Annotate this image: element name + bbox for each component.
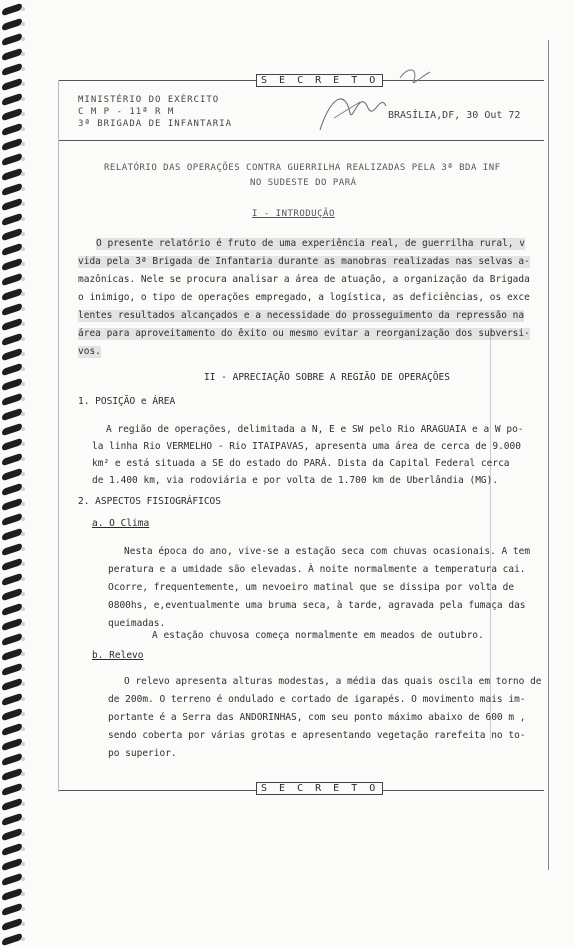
binding-hole: [21, 427, 25, 431]
binding-coil: [2, 468, 22, 481]
org-line-ministry: MINISTÉRIO DO EXÉRCITO: [78, 95, 220, 105]
binding-hole: [21, 262, 25, 266]
text-line: A estação chuvosa começa normalmente em meados de outubro.: [152, 630, 484, 641]
text-line: 0800hs, e,eventualmente uma bruma seca, à tarde, agravada pela fumaça das: [108, 600, 526, 611]
binding-coil: [2, 363, 22, 376]
header-divider-line: [58, 140, 544, 141]
binding-hole: [21, 907, 25, 911]
subitem-relief-heading: b. Relevo: [92, 650, 144, 661]
binding-coil: [2, 813, 22, 826]
text-line: mazônicas. Nele se procura analisar a área de atuação, a organização da Brigada: [78, 274, 530, 285]
binding-coil: [2, 18, 22, 31]
binding-coil: [2, 198, 22, 211]
binding-coil: [2, 408, 22, 421]
text-line: portante é a Serra das ANDORINHAS, com seu ponto máximo abaixo de 600 m ,: [108, 712, 526, 723]
binding-hole: [21, 847, 25, 851]
subitem-climate-heading: a. O Clima: [92, 518, 150, 529]
text-line: Nesta época do ano, vive-se a estação seca com chuvas ocasionais. A tem: [124, 546, 531, 557]
binding-hole: [21, 892, 25, 896]
org-line-region: C M P - 11ª R M: [78, 107, 175, 117]
binding-coil: [2, 48, 22, 61]
binding-hole: [21, 772, 25, 776]
binding-coil: [2, 228, 22, 241]
text-line: km² e está situada a SE do estado do PARÁ. Dista da Capital Federal cerca: [92, 458, 510, 469]
binding-hole: [21, 277, 25, 281]
classification-stamp-top: S E C R E T O: [256, 74, 383, 87]
item2-heading: 2. ASPECTOS FISIOGRÁFICOS: [78, 496, 221, 507]
text-line: vida pela 3ª Brigada de Infantaria durante as manobras realizadas nas selvas a-: [78, 256, 530, 267]
binding-hole: [21, 457, 25, 461]
classification-stamp-bottom: S E C R E T O: [256, 782, 383, 795]
binding-coil: [2, 723, 22, 736]
text-line: vos.: [78, 346, 101, 357]
text-line: lentes resultados alcançados e a necessidade do prosseguimento da repressão na: [78, 310, 525, 321]
binding-hole: [21, 112, 25, 116]
binding-hole: [21, 217, 25, 221]
text-line: O relevo apresenta alturas modestas, a média das quais oscila em torno de: [124, 676, 542, 687]
binding-hole: [21, 697, 25, 701]
binding-coil: [2, 738, 22, 751]
binding-coil: [2, 648, 22, 661]
binding-coil: [2, 108, 22, 121]
binding-coil: [2, 258, 22, 271]
binding-hole: [21, 727, 25, 731]
binding-hole: [21, 337, 25, 341]
binding-coil: [2, 618, 22, 631]
binding-coil: [2, 393, 22, 406]
binding-coil: [2, 513, 22, 526]
binding-hole: [21, 877, 25, 881]
binding-coil: [2, 843, 22, 856]
binding-coil: [2, 63, 22, 76]
binding-hole: [21, 592, 25, 596]
text-line: área para aproveitamento do êxito ou mesmo evitar a reorganização dos subversi-: [78, 328, 530, 339]
binding-coil: [2, 558, 22, 571]
binding-hole: [21, 397, 25, 401]
binding-coil: [2, 498, 22, 511]
text-line: peratura e a umidade são elevadas. À noite normalmente a temperatura cai.: [108, 564, 526, 575]
binding-hole: [21, 322, 25, 326]
binding-hole: [21, 67, 25, 71]
binding-hole: [21, 52, 25, 56]
binding-hole: [21, 682, 25, 686]
binding-hole: [21, 562, 25, 566]
binding-coil: [2, 888, 22, 901]
handwritten-signature: [290, 58, 450, 138]
binding-hole: [21, 787, 25, 791]
binding-hole: [21, 517, 25, 521]
binding-coil: [2, 633, 22, 646]
binding-hole: [21, 442, 25, 446]
binding-hole: [21, 382, 25, 386]
binding-coil: [2, 603, 22, 616]
binding-hole: [21, 307, 25, 311]
right-frame-line: [548, 40, 549, 870]
report-title-line1: RELATÓRIO DAS OPERAÇÕES CONTRA GUERRILHA REALIZADAS PELA 3ª BDA INF: [104, 163, 501, 173]
binding-coil: [2, 783, 22, 796]
section-introduction-heading: I - INTRODUÇÃO: [252, 209, 335, 219]
binding-coil: [2, 453, 22, 466]
binding-coil: [2, 378, 22, 391]
binding-hole: [21, 502, 25, 506]
binding-coil: [2, 168, 22, 181]
binding-hole: [21, 142, 25, 146]
binding-coil: [2, 423, 22, 436]
binding-hole: [21, 472, 25, 476]
binding-coil: [2, 288, 22, 301]
binding-hole: [21, 232, 25, 236]
binding-hole: [21, 817, 25, 821]
binding-coil: [2, 693, 22, 706]
binding-hole: [21, 577, 25, 581]
binding-hole: [21, 82, 25, 86]
binding-hole: [21, 607, 25, 611]
binding-hole: [21, 862, 25, 866]
binding-hole: [21, 187, 25, 191]
binding-hole: [21, 37, 25, 41]
text-line: A região de operações, delimitada a N, E e SW pelo Rio ARAGUAIA e a W po-: [106, 424, 524, 435]
binding-coil: [2, 543, 22, 556]
binding-hole: [21, 652, 25, 656]
binding-coil: [2, 438, 22, 451]
binding-coil: [2, 858, 22, 871]
binding-hole: [21, 127, 25, 131]
binding-hole: [21, 352, 25, 356]
binding-hole: [21, 7, 25, 11]
binding-hole: [21, 247, 25, 251]
binding-hole: [21, 367, 25, 371]
binding-hole: [21, 292, 25, 296]
item1-heading: 1. POSIÇÃO e ÁREA: [78, 396, 176, 407]
binding-coil: [2, 33, 22, 46]
binding-hole: [21, 712, 25, 716]
binding-coil: [2, 753, 22, 766]
binding-coil: [2, 318, 22, 331]
binding-hole: [21, 157, 25, 161]
binding-coil: [2, 93, 22, 106]
binding-hole: [21, 832, 25, 836]
binding-coil: [2, 708, 22, 721]
binding-coil: [2, 903, 22, 916]
text-line: O presente relatório é fruto de uma experiência real, de guerrilha rural, v: [96, 238, 525, 249]
binding-coil: [2, 123, 22, 136]
binding-coil: [2, 303, 22, 316]
binding-hole: [21, 922, 25, 926]
binding-hole: [21, 412, 25, 416]
text-line: po superior.: [108, 748, 177, 759]
binding-hole: [21, 487, 25, 491]
binding-hole: [21, 97, 25, 101]
text-line: de 1.400 km, via rodoviária e por volta de 1.700 km de Uberlândia (MG).: [92, 475, 499, 486]
binding-hole: [21, 547, 25, 551]
text-line: de 200m. O terreno é ondulado e cortado de igarapés. O movimento mais im-: [108, 694, 526, 705]
binding-coil: [2, 528, 22, 541]
binding-coil: [2, 873, 22, 886]
section-region-heading: II - APRECIAÇÃO SOBRE A REGIÃO DE OPERAÇÕES: [204, 372, 450, 383]
binding-coil: [2, 273, 22, 286]
text-line: queimadas.: [108, 618, 166, 629]
left-frame-line: [58, 80, 59, 792]
binding-hole: [21, 622, 25, 626]
binding-coil: [2, 573, 22, 586]
binding-coil: [2, 768, 22, 781]
binding-coil: [2, 153, 22, 166]
binding-coil: [2, 348, 22, 361]
binding-hole: [21, 172, 25, 176]
binding-hole: [21, 757, 25, 761]
org-line-brigade: 3ª BRIGADA DE INFANTARIA: [78, 119, 233, 129]
binding-coil: [2, 678, 22, 691]
binding-coil: [2, 798, 22, 811]
text-line: o inimigo, o tipo de operações empregado, a logística, as deficiências, os exce: [78, 292, 530, 303]
binding-coil: [2, 333, 22, 346]
binding-coil: [2, 663, 22, 676]
text-line: Ocorre, frequentemente, um nevoeiro matinal que se dissipa por volta de: [108, 582, 515, 593]
binding-hole: [21, 532, 25, 536]
binding-hole: [21, 22, 25, 26]
binding-coil: [2, 183, 22, 196]
report-title-line2: NO SUDESTE DO PARÁ: [250, 178, 357, 188]
binding-coil: [2, 243, 22, 256]
binding-hole: [21, 802, 25, 806]
binding-hole: [21, 202, 25, 206]
place-date: BRASÍLIA,DF, 30 Out 72: [388, 110, 521, 121]
binding-coil: [2, 213, 22, 226]
spiral-binding: [0, 0, 26, 947]
binding-coil: [2, 3, 22, 16]
binding-hole: [21, 937, 25, 941]
binding-coil: [2, 138, 22, 151]
binding-hole: [21, 742, 25, 746]
binding-coil: [2, 918, 22, 931]
binding-coil: [2, 78, 22, 91]
binding-coil: [2, 828, 22, 841]
binding-hole: [21, 667, 25, 671]
binding-coil: [2, 933, 22, 946]
text-line: sendo coberta por várias grotas e apresentando vegetação rarefeita no to-: [108, 730, 526, 741]
text-line: la linha Rio VERMELHO - Rio ITAIPAVAS, apresenta uma área de cerca de 9.000: [92, 441, 521, 452]
binding-coil: [2, 588, 22, 601]
binding-coil: [2, 483, 22, 496]
binding-hole: [21, 637, 25, 641]
